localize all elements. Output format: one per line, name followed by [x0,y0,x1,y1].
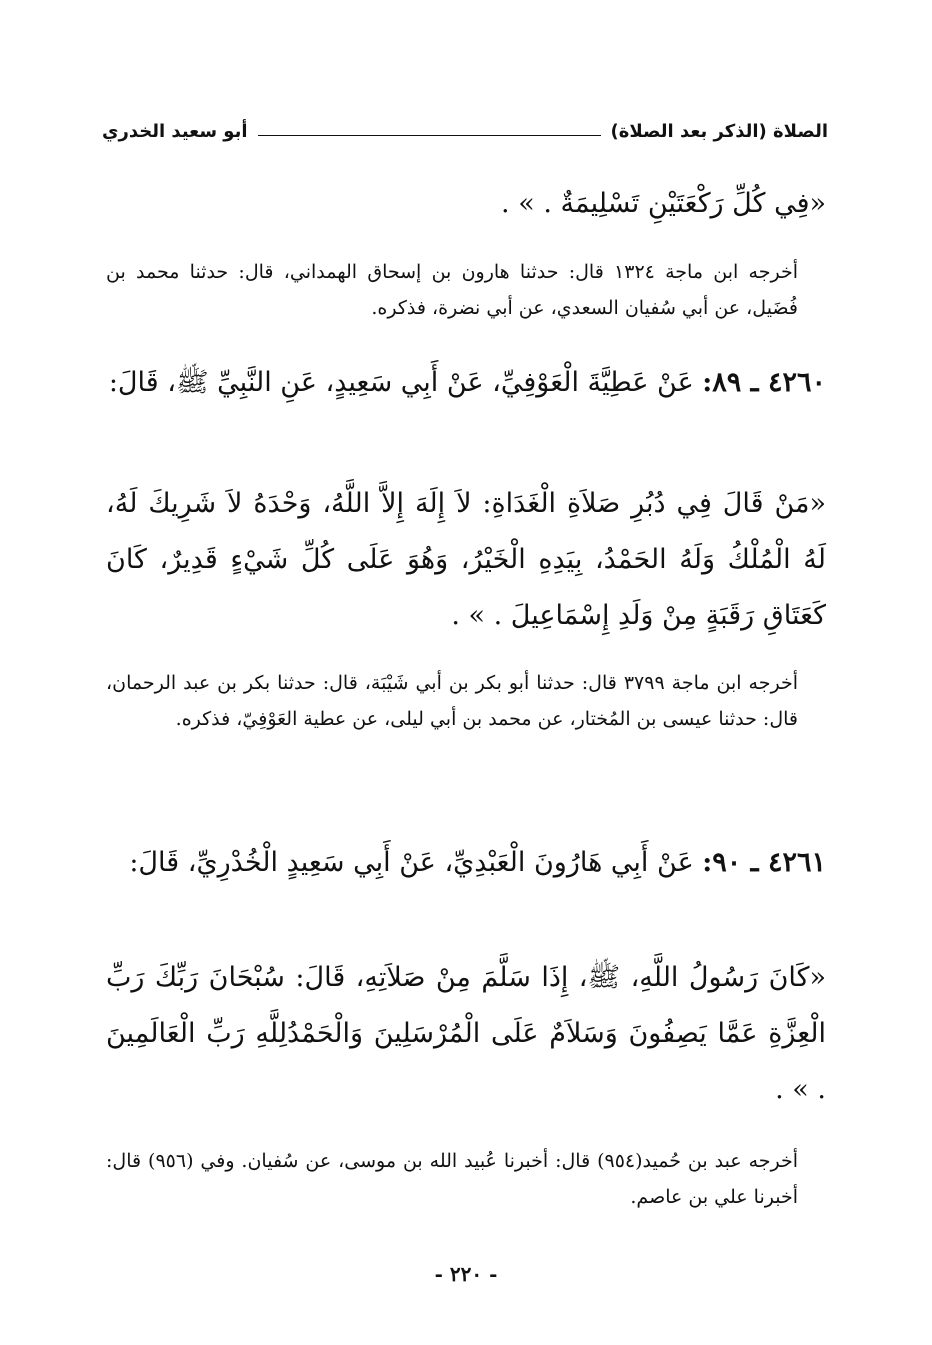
hadith-number: ٤٢٦١ ـ ٩٠: [702,847,826,878]
running-header [102,108,828,142]
note-text: أخرجه ابن ماجة ١٣٢٤ قال: حدثنا هارون بن إسحاق الهمداني، قال: حدثنا محمد بن فُضَيل، عن أبي سُفيان السعدي، عن أبي نضرة، فذكره. [106,261,798,319]
takhrij-note [106,665,826,737]
hadith-number: ٤٢٦٠ ـ ٨٩: [702,367,826,398]
takhrij-note [106,254,826,326]
hadith-isnad [106,835,826,891]
hadith-text-continuation [106,176,826,232]
header-rule [258,135,601,136]
page-number: - ٢٢٠ - [434,1262,498,1286]
hadith-matn [106,950,826,1118]
hadith-matn [106,476,826,644]
header-narrator-title: أبو سعيد الخدري [102,121,248,142]
isnad-text: عَنْ عَطِيَّةَ الْعَوْفِيِّ، عَنْ أَبِي سَعِيدٍ، عَنِ النَّبِيِّ ﷺ، قَالَ: [108,367,694,398]
isnad-text: عَنْ أَبِي هَارُونَ الْعَبْدِيِّ، عَنْ أَبِي سَعِيدٍ الْخُدْرِيِّ، قَالَ: [129,847,694,878]
matn-text: «مَنْ قَالَ فِي دُبُرِ صَلاَةِ الْغَدَاةِ: لاَ إِلَهَ إِلاَّ اللَّهُ، وَحْدَهُ لاَ شَرِيكَ لَهُ، لَهُ الْمُلْكُ وَلَهُ الحَمْدُ، بِيَدِهِ الْخَيْرُ، وَهُوَ عَلَى كُلِّ شَيْءٍ قَدِيرٌ، كَانَ كَعَتَاقِ رَقَبَةٍ مِنْ وَلَدِ إِسْمَاعِيلَ . » . [106,488,826,631]
matn-text: «كَانَ رَسُولُ اللَّهِ، ﷺ، إِذَا سَلَّمَ مِنْ صَلاَتِهِ، قَالَ: سُبْحَانَ رَبِّكَ رَبِّ الْعِزَّةِ عَمَّا يَصِفُونَ وَسَلاَمٌ عَلَى الْمُرْسَلِينَ وَالْحَمْدُلِلَّهِ رَبِّ الْعَالَمِينَ . » . [106,962,826,1105]
note-text: أخرجه ابن ماجة ٣٧٩٩ قال: حدثنا أبو بكر بن أبي شَيْبَة، قال: حدثنا بكر بن عبد الرحمان، قال: حدثنا عيسى بن المُختار، عن محمد بن أبي ليلى، عن عطية العَوْفِيّ، فذكره. [106,672,798,730]
hadith-text: «فِي كُلِّ رَكْعَتَيْنِ تَسْلِيمَةٌ . » . [501,188,826,219]
takhrij-note [106,1143,826,1215]
note-text: أخرجه عبد بن حُميد(٩٥٤) قال: أخبرنا عُبيد الله بن موسى، عن سُفيان. وفي (٩٥٦) قال: أخبرنا علي بن عاصم. [106,1150,799,1208]
header-chapter-title: الصلاة (الذكر بعد الصلاة) [610,121,828,142]
hadith-isnad [106,355,826,411]
